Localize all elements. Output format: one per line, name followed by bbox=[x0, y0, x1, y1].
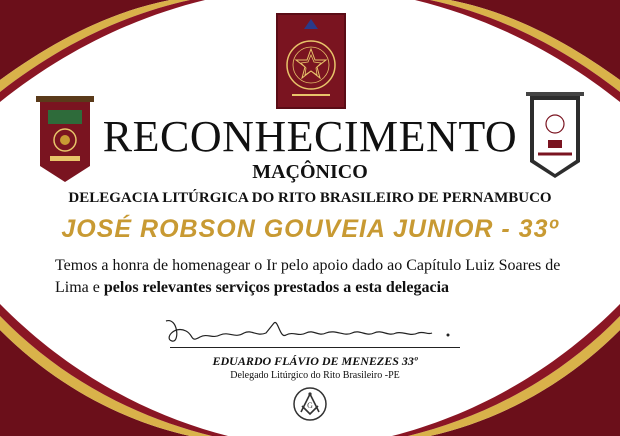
certificate-subtitle: MAÇÔNICO bbox=[252, 161, 368, 183]
square-compass-icon bbox=[292, 386, 328, 422]
recipient-name: JOSÉ ROBSON GOUVEIA JUNIOR - 33º bbox=[61, 215, 559, 243]
certificate-body bbox=[55, 255, 575, 299]
signer-role: Delegado Litúrgico do Rito Brasileiro -PE bbox=[230, 370, 400, 381]
handwritten-signature bbox=[160, 313, 460, 351]
certificate-title: RECONHECIMENTO bbox=[102, 112, 518, 161]
chapter-seal-icon bbox=[276, 13, 346, 109]
body-text-bold: pelos relevantes serviços prestados a esta delegacia bbox=[103, 279, 450, 296]
signature-line bbox=[170, 347, 460, 348]
signer-name: EDUARDO FLÁVIO DE MENEZES 33º bbox=[212, 354, 418, 368]
organization-name: DELEGACIA LITÚRGICA DO RITO BRASILEIRO DE PERNAMBUCO bbox=[68, 190, 552, 206]
body-text-plain: Temos a honra de homenagear o Ir pelo apoio dado ao Capítulo Luiz Soares de Lima e bbox=[55, 257, 561, 296]
svg-text:G: G bbox=[307, 401, 313, 410]
